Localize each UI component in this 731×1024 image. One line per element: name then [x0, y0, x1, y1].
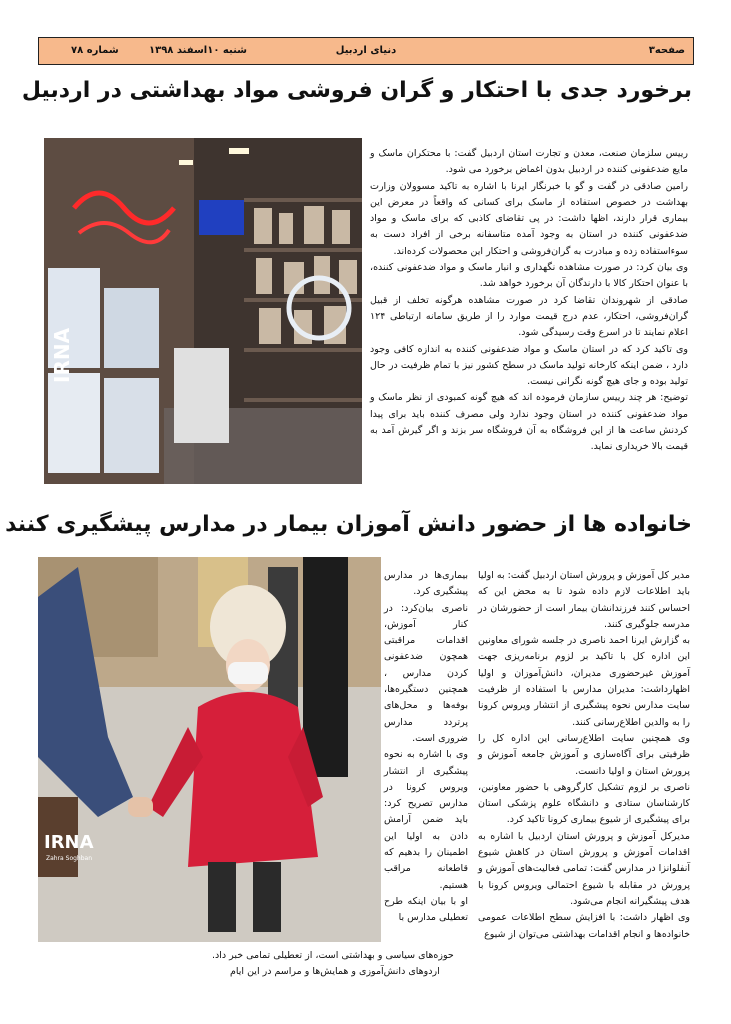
- article1-photo-pharmacy: [44, 138, 362, 484]
- article1-headline: برخورد جدی با احتکار و گران فروشی مواد بهداشتی در اردبیل: [21, 78, 692, 103]
- article2-paragraph: او با بیان اینکه طرح تعطیلی مدارس با: [384, 895, 468, 924]
- article2-right-column: [478, 568, 690, 943]
- article1-paragraph: رییس سلزمان صنعت، معدن و تجارت استان اردبیل گفت: با محتکران ماسک و مایع ضدعفونی کننده در اردبیل بدون اغماض برخورد می شود.: [370, 148, 688, 176]
- article2-paragraph: وی اظهار داشت: با افزایش سطح اطلاعات عمومی خانواده‌ها و انجام اقدامات بهداشتی می‌توان از شیوع: [478, 912, 690, 940]
- issue-date: شنبه ۱۰اسفند ۱۳۹۸: [149, 45, 247, 56]
- article1-paragraph: وی تاکید کرد که در استان ماسک و مواد ضدعفونی کننده به اندازه کافی وجود دارد ، ضمن اینکه کارخانه تولید ماسک در سطح کشور نیز با تمام ظرفیت در حال تولید بوده و جای هیچ گونه نگرانی نیست.: [370, 343, 688, 388]
- article1-paragraph: رامین صادقی در گفت و گو با خبرنگار ایرنا با اشاره به تاکید مسوولان وزارت بهداشت در خصوص استفاده از ماسک برای کسانی که واقعاً در معرض این بیماری قرار دارند، اظها داشت: در پی تقاضای کاذبی که برای ماسک و مواد ضدعفونی کننده در استان به وجود آمده متاسفانه برخی از افراد دست به سوءاستفاده زده و مبادرت به گران‌فروشی و احتکار این محصولات کرده‌اند.: [370, 180, 688, 257]
- article2-paragraph: ناصری بیان‌کرد: در کنار آموزش، اقدامات مراقبتی همچون ضدعفونی کردن مدارس ، همچنین دستگیره‌ها، بوفه‌ها و محل‌های پرتردد مدارس ضروری است.: [384, 602, 468, 744]
- article2-paragraph: وی همچنین سایت اطلاع‌رسانی این اداره کل را ظرفیتی برای آگاه‌سازی و آموزش جامعه آموزش و پرورش استان و اولیا دانست.: [478, 732, 690, 777]
- article1-paragraph: توضیح: هر چند رییس سازمان فرموده اند که هیچ گونه کمبودی از نظر ماسک و مواد ضدعفونی کننده در استان وجود ندارد ولی مصرف کننده باید برای پیدا کردنش ساعت ها از این فروشگاه به آن فروشگاه سر بزند و اگر گیرش آمد به قیمت بالا خریداری نماید.: [370, 392, 688, 453]
- article2-photo-child: [38, 557, 381, 942]
- page-header-bar: [38, 37, 694, 65]
- photo1-credit: IRNA: [50, 327, 74, 383]
- photo2-credit: IRNA: [44, 832, 94, 853]
- article1-paragraph: صادقی از شهروندان تقاضا کرد در صورت مشاهده هرگونه تخلف از قبیل گران‌فروشی، احتکار، عدم درج قیمت موارد را از طریق سامانه ارتباطی ۱۲۴ اعلام نمایند تا در اسرع وقت رسیدگی شود.: [370, 294, 688, 339]
- article1-paragraph: وی بیان کرد: در صورت مشاهده نگهداری و انبار ماسک و مواد ضدعفونی کننده، با عنوان احتکار کالا با دارندگان آن برخورد خواهد شد.: [370, 262, 688, 290]
- page-number: صفحه۳: [648, 45, 685, 56]
- newspaper-name: دنیای اردبیل: [335, 45, 397, 56]
- article2-footer-line: اردوهای دانش‌آموزی و همایش‌ها و مراسم در این ایام: [230, 966, 440, 977]
- article2-paragraph: وی با اشاره به نحوه پیشگیری از انتشار ویروس کرونا در مدارس تصریح کرد: باید ضمن آرامش دادن به اولیا این اطمینان را بدهیم که قاطعانه مراقب هستیم.: [384, 749, 468, 891]
- article2-paragraph: مدیرکل آموزش و پرورش استان اردبیل با اشاره به اقدامات آموزش و پرورش استان در کاهش شیوع آنفلوانزا در مدارس گفت: تمامی فعالیت‌های آموزش و پرورش در مقابله با شیوع احتمالی ویروس کرونا با هدف پیشگیرانه انجام می‌شود.: [478, 830, 690, 907]
- article2-left-column: [384, 568, 468, 927]
- article1-body: [370, 146, 688, 456]
- issue-number: شماره ۷۸: [71, 45, 119, 56]
- photo2-author: Zahra Soghban: [46, 855, 93, 862]
- article2-paragraph: مدیر کل آموزش و پرورش استان اردبیل گفت: به اولیا باید اطلاعات لازم داده شود تا به محض این که احساس کنند فرزندانشان بیمار است از حضورشان در مدرسه جلوگیری کنند.: [478, 570, 690, 630]
- article2-headline: خانواده ها از حضور دانش آموزان بیمار در مدارس پیشگیری کنند: [5, 512, 692, 537]
- article2-paragraph: بیماری‌ها در مدارس پیشگیری کرد.: [384, 570, 468, 598]
- article2-paragraph: ناصری بر لزوم تشکیل کارگروهی با حضور معاونین، کارشناسان ستادی و دانشگاه علوم پزشکی استان برای پیشگیری از شیوع بیماری کرونا تاکید کرد.: [478, 781, 690, 826]
- article2-paragraph: به گزارش ایرنا احمد ناصری در جلسه شورای معاونین این اداره کل با تاکید بر لزوم برنامه‌ریزی جهت آموزش غیرحضوری مدیران، دانش‌آموزان و اولیا اظهارداشت: مدیران مدارس با استفاده از ظرفیت سایت مدارس نحوه پیشگیری از انتشار ویروس کرونا را به والدین اطلاع‌رسانی کنند.: [478, 635, 690, 728]
- article2-footer-line: حوزه‌های سیاسی و بهداشتی است، از تعطیلی تمامی خبر داد.: [212, 950, 454, 961]
